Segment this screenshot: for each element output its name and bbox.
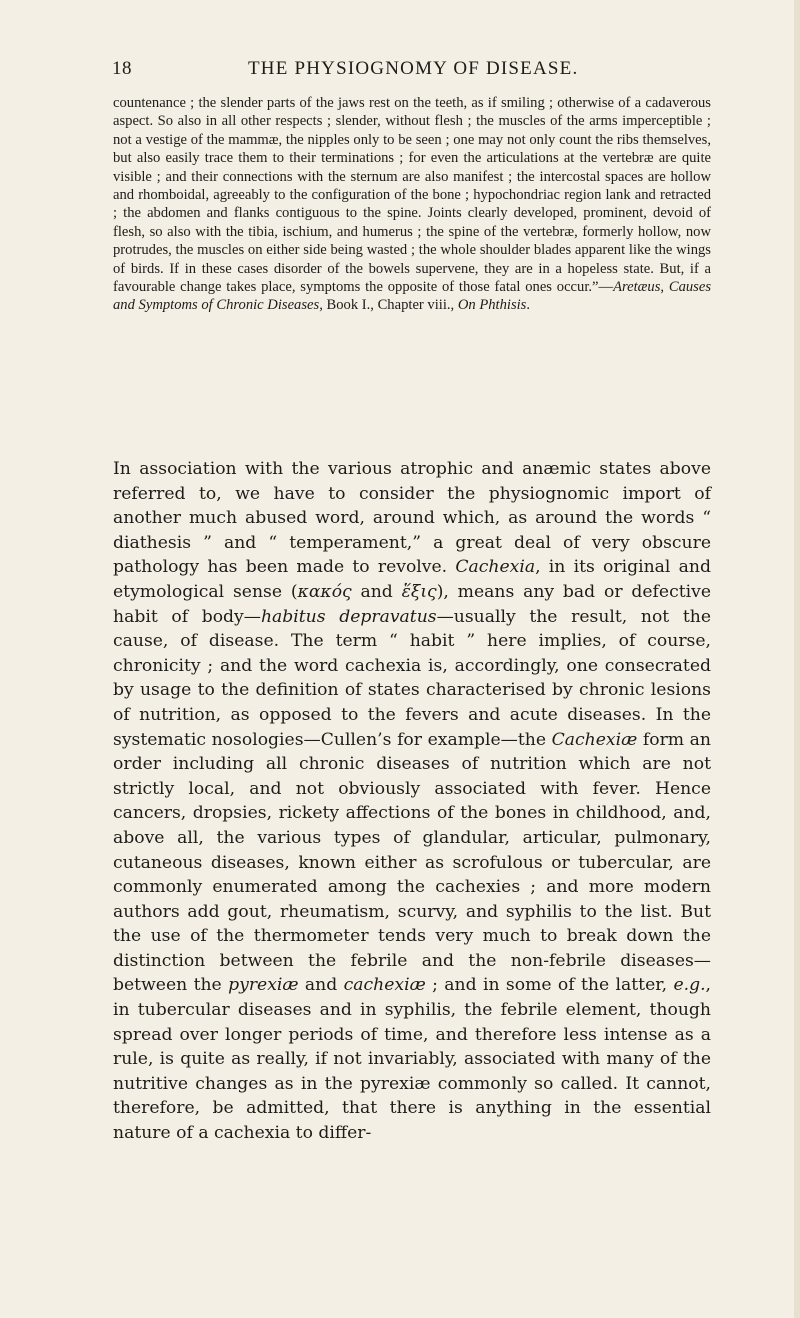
- quote-paragraph: [113, 94, 711, 315]
- body-text: ; and in some of the latter,: [425, 975, 674, 996]
- quote-author: Aretæus: [613, 279, 661, 296]
- body-text: , in its original and etymological sense (: [113, 557, 711, 602]
- quote-sep: ,: [660, 279, 669, 296]
- quote-work-title: Causes and Symptoms of Chronic Diseases: [113, 279, 712, 314]
- body-text: —usually the result, not the cause, of disease. The term “ habit ” here implies, of course, chronicity ; and the word cachexia is, accordingly, one consecrated by usage to the definition of states characterised by chronic lesions of nutrition, as opposed to the fevers and acute diseases. In the systematic nosologies—Cullen’s for example—the: [113, 606, 711, 750]
- greek-kakos: κακός: [297, 581, 352, 602]
- body-text: and: [298, 975, 344, 996]
- quote-chapter-title: On Phthisis: [457, 297, 527, 314]
- main-text: [113, 457, 711, 1146]
- term-habitus-depravatus: habitus depravatus: [260, 606, 437, 627]
- running-head: [112, 58, 712, 88]
- quote-end: .: [526, 297, 531, 314]
- term-cachexiae-2: cachexiæ: [343, 975, 426, 996]
- quoted-passage: [113, 94, 711, 315]
- body-text: and: [351, 581, 402, 602]
- body-text: In association with the various atrophic and anæmic states above referred to, we have to consider the physiognomic import of another much abused word, around which, as around the words “ diathesis ” and “ temperament,” a great deal of very obscure pathology has been made to revolve.: [113, 459, 711, 578]
- term-cachexiae: Cachexiæ: [551, 729, 638, 750]
- abbrev-eg: e.g.: [673, 975, 706, 996]
- body-paragraph: [113, 457, 711, 1146]
- body-text: form an order including all chronic diseases of nutrition which are not strictly local, and not obviously associated with fever. Hence cancers, dropsies, rickety affections of the bones in childhood, and, above all, the various types of glandular, articular, pulmonary, cutaneous diseases, known either as scrofulous or tubercular, are commonly enumerated among the cachexies ; and more modern authors add gout, rheumatism, scurvy, and syphilis to the list. But the use of the thermometer tends very much to break down the distinction between the febrile and the non-febrile diseases—between the: [113, 729, 712, 996]
- page-edge-shadow: [794, 0, 800, 1318]
- quote-citation: , Book I., Chapter viii.,: [319, 297, 458, 314]
- page-number: 18: [112, 58, 132, 79]
- quote-text: countenance ; the slender parts of the jaws rest on the teeth, as if smiling ; otherwise of a cadaverous aspect. So also in all other respects ; slender, without flesh ; the muscles of the arms imperceptible ; not a vestige of the mammæ, the nipples only to be seen ; one may not only count the ribs themselves, but also easily trace them to their terminations ; for even the articulations at the vertebræ are quite visible ; and their connections with the sternum are also manifest ; the intercostal spaces are hollow and rhomboidal, agreeably to the configuration of the bone ; hypochondriac region lank and retracted ; the abdomen and flanks contiguous to the spine. Joints clearly developed, prominent, devoid of flesh, so also with the tibia, ischium, and humerus ; the spine of the vertebræ, formerly hollow, now protrudes, the muscles on either side being wasted ; the whole shoulder blades apparent like the wings of birds. If in these cases disorder of the bowels supervene, they are in a hopeless state. But, if a favourable change takes place, symptoms the opposite of those fatal ones occur.”—: [113, 95, 711, 296]
- greek-hexis: ἕξις: [401, 581, 437, 602]
- term-cachexia: Cachexia: [455, 557, 536, 578]
- body-text: , in tubercular diseases and in syphilis, the febrile element, though spread over longer periods of time, and therefore less intense as a rule, is quite as really, if not invariably, associated with many of the nutritive changes as in the pyrexiæ commonly so called. It cannot, therefore, be admitted, that there is anything in the essential nature of a cachexia to differ-: [113, 975, 712, 1144]
- term-pyrexiae: pyrexiæ: [228, 975, 299, 996]
- body-text: ), means any bad or defective habit of body—: [113, 581, 711, 627]
- running-title: THE PHYSIOGNOMY OF DISEASE.: [248, 58, 579, 79]
